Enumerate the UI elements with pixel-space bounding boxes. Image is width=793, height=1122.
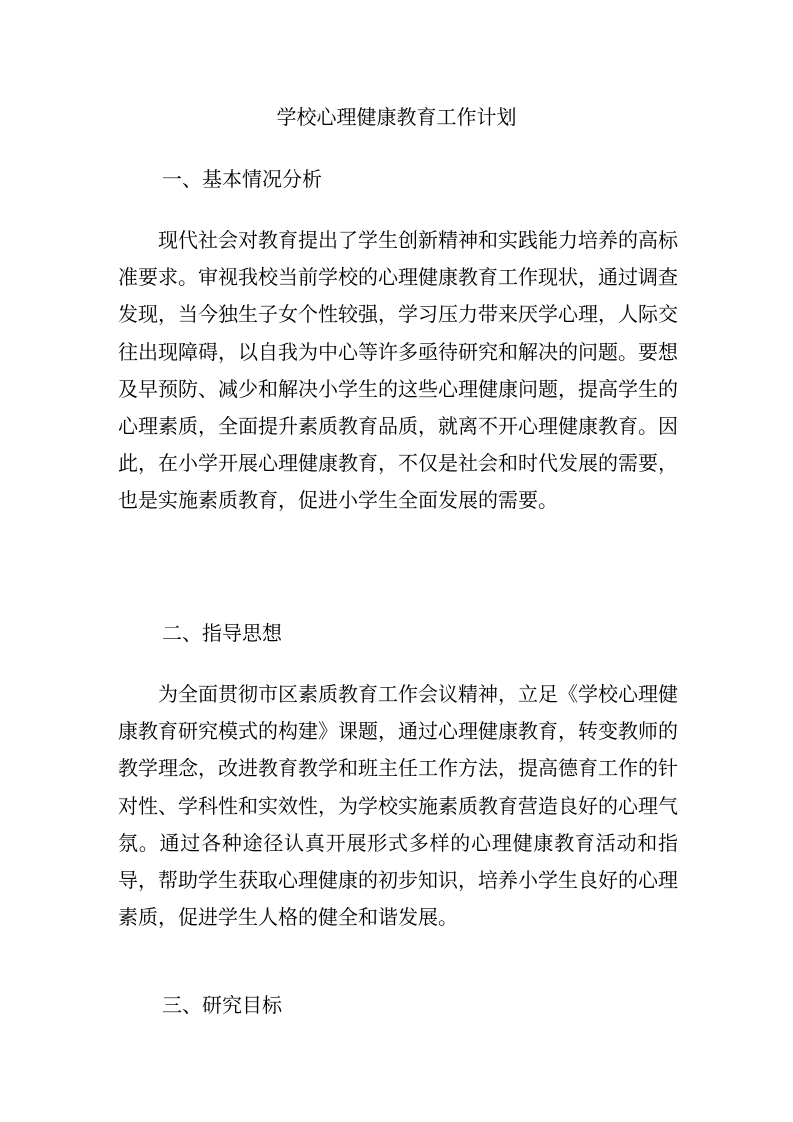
document-title: 学校心理健康教育工作计划 xyxy=(276,105,517,129)
section-heading-research-goals: 三、研究目标 xyxy=(162,993,282,1017)
section-heading-basic-analysis: 一、基本情况分析 xyxy=(162,167,322,191)
section-heading-guiding-ideology: 二、指导思想 xyxy=(162,621,282,645)
section-paragraph-guiding-ideology: 为全面贯彻市区素质教育工作会议精神，立足《学校心理健康教育研究模式的构建》课题，通过心理健康教育，转变教师的教学理念，改进教育教学和班主任工作方法，提高德育工作的针对性、学科性和实效性，为学校实施素质教育营造良好的心理气氛。通过各种途径认真开展形式多样的心理健康教育活动和指导，帮助学生获取心理健康的初步知识，培养小学生良好的心理素质，促进学生人格的健全和谐发展。 xyxy=(118,682,678,930)
section-paragraph-basic-analysis: 现代社会对教育提出了学生创新精神和实践能力培养的高标准要求。审视我校当前学校的心理健康教育工作现状，通过调查发现，当今独生子女个性较强，学习压力带来厌学心理，人际交往出现障碍，以自我为中心等许多亟待研究和解决的问题。要想及早预防、减少和解决小学生的这些心理健康问题，提高学生的心理素质，全面提升素质教育品质，就离不开心理健康教育。因此，在小学开展心理健康教育，不仅是社会和时代发展的需要，也是实施素质教育，促进小学生全面发展的需要。 xyxy=(118,228,678,513)
